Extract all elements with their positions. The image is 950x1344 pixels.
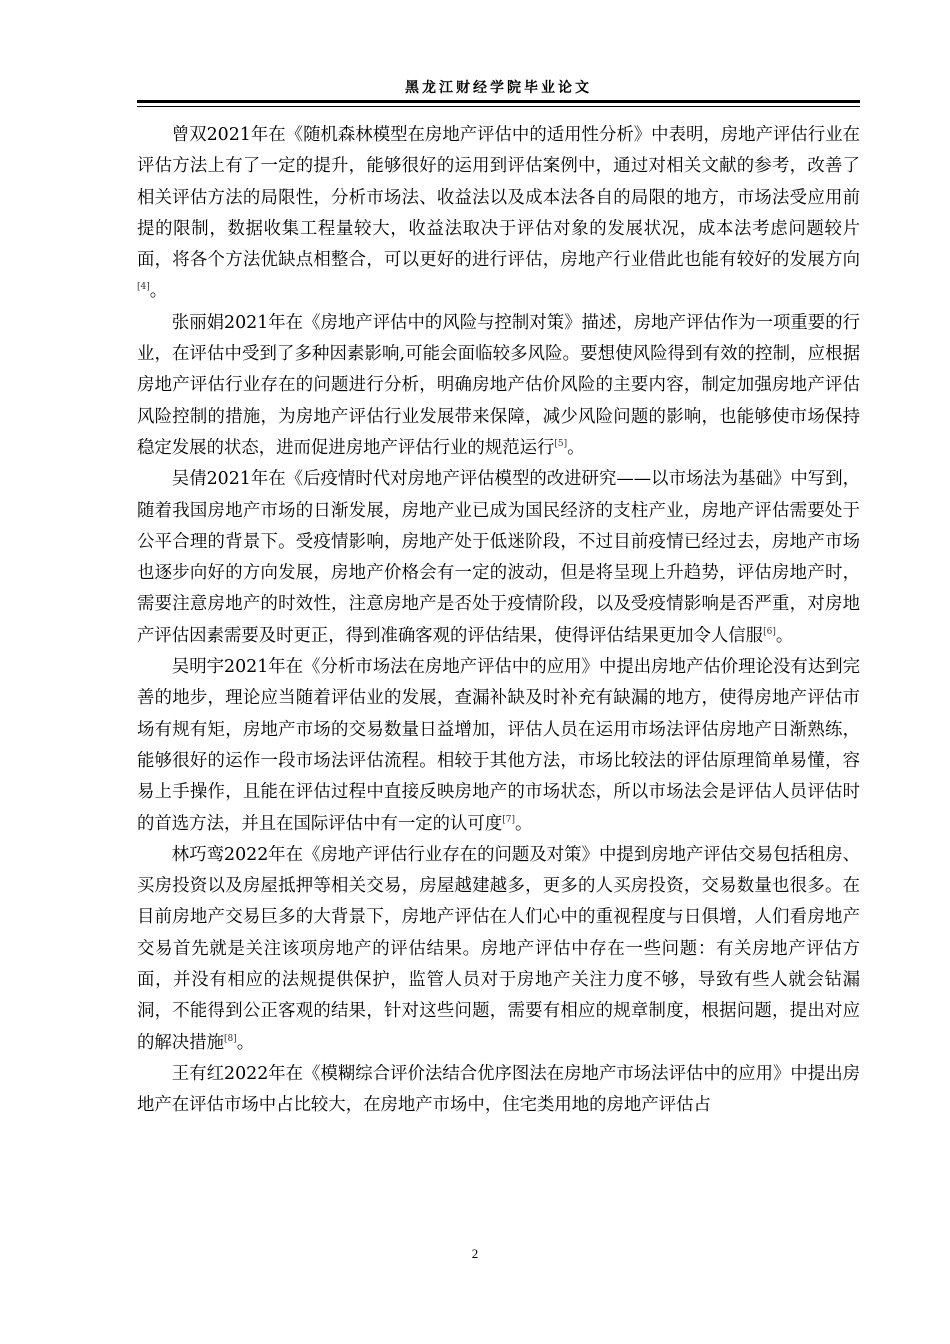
paragraph-zeng-shuang	[137, 120, 860, 308]
paragraph-end: 。	[775, 625, 794, 646]
paragraph-text: 张丽娟2021年在《房地产评估中的风险与控制对策》描述，房地产评估作为一项重要的行业，在评估中受到了多种因素影响,可能会面临较多风险。要想使风险得到有效的控制，应根据房地产评估行业存在的问题进行分析，明确房地产估价风险的主要内容，制定加强房地产评估风险控制的措施，为房地产评估行业发展带来保障，减少风险问题的影响，也能够使市场保持稳定发展的状态，进而促进房地产评估行业的规范运行	[137, 312, 860, 458]
paragraph-end: 。	[149, 281, 168, 302]
paragraph-end: 。	[567, 437, 585, 458]
paragraph-text: 吴明宇2021年在《分析市场法在房地产评估中的应用》中提出房地产估价理论没有达到完善的地步，理论应当随着评估业的发展，查漏补缺及时补充有缺漏的地方，使得房地产评估市场有规有矩，房地产市场的交易数量日益增加，评估人员在运用市场法评估房地产日渐熟练，能够很好的运作一段市场法评估流程。相较于其他方法，市场比较法的评估原理简单易懂，容易上手操作，且能在评估过程中直接反映房地产的市场状态，所以市场法会是评估人员评估时的首选方法，并且在国际评估中有一定的认可度	[137, 657, 860, 834]
paragraph-text: 曾双2021年在《随机森林模型在房地产评估中的适用性分析》中表明，房地产评估行业在评估方法上有了一定的提升，能够很好的运用到评估案例中，通过对相关文献的参考，改善了相关评估方法的局限性，分析市场法、收益法以及成本法各自的局限的地方，市场法受应用前提的限制，数据收集工程量较大，收益法取决于评估对象的发展状况，成本法考虑问题较片面，将各个方法优缺点相整合，可以更好的进行评估，房地产行业借此也能有较好的发展方向	[137, 125, 860, 271]
header-rule-thin	[137, 106, 860, 107]
paragraph-lin-qiaoluan	[137, 840, 860, 1059]
citation-ref: [5]	[554, 438, 568, 449]
page-number: 2	[471, 1246, 479, 1261]
paragraph-text: 王有红2022年在《模糊综合评价法结合优序图法在房地产市场法评估中的应用》中提出房地产在评估市场中占比较大，在房地产市场中，住宅类用地的房地产评估占	[137, 1063, 860, 1116]
citation-ref: [6]	[763, 626, 776, 637]
citation-ref: [7]	[502, 814, 515, 825]
header-rule-thick	[137, 100, 860, 103]
citation-ref: [4]	[137, 282, 150, 293]
body-text	[137, 120, 860, 1122]
paragraph-text: 林巧鸾2022年在《房地产评估行业存在的问题及对策》中提到房地产评估交易包括租房、买房投资以及房屋抵押等相关交易，房屋越建越多，更多的人买房投资，交易数量也很多。在目前房地产交易巨多的大背景下，房地产评估在人们心中的重视程度与日俱增，人们看房地产交易首先就是关注该项房地产的评估结果。房地产评估中存在一些问题：有关房地产评估方面，并没有相应的法规提供保护，监管人员对于房地产关注力度不够，导致有些人就会钻漏洞，不能得到公正客观的结果，针对这些问题，需要有相应的规章制度，根据问题，提出对应的解决措施	[137, 844, 860, 1053]
running-header: 黑龙江财经学院毕业论文	[405, 80, 592, 96]
paragraph-wu-mingyu	[137, 652, 860, 840]
paragraph-text: 吴倩2021年在《后疫情时代对房地产评估模型的改进研究——以市场法为基础》中写到，随着我国房地产市场的日渐发展，房地产业已成为国民经济的支柱产业，房地产评估需要处于公平合理的背景下。受疫情影响，房地产处于低迷阶段，不过目前疫情已经过去，房地产市场也逐步向好的方向发展，房地产价格会有一定的波动，但是将呈现上升趋势，评估房地产时，需要注意房地产的时效性，注意房地产是否处于疫情阶段，以及受疫情影响是否严重，对房地产评估因素需要及时更正，得到准确客观的评估结果，使得评估结果更加令人信服	[137, 469, 860, 646]
paragraph-end: 。	[236, 1032, 255, 1053]
paragraph-end: 。	[514, 813, 533, 834]
citation-ref: [8]	[223, 1033, 237, 1044]
paragraph-zhang-lijuan	[137, 308, 860, 464]
paragraph-wang-youhong	[137, 1059, 860, 1122]
paragraph-wu-qian	[137, 464, 860, 652]
